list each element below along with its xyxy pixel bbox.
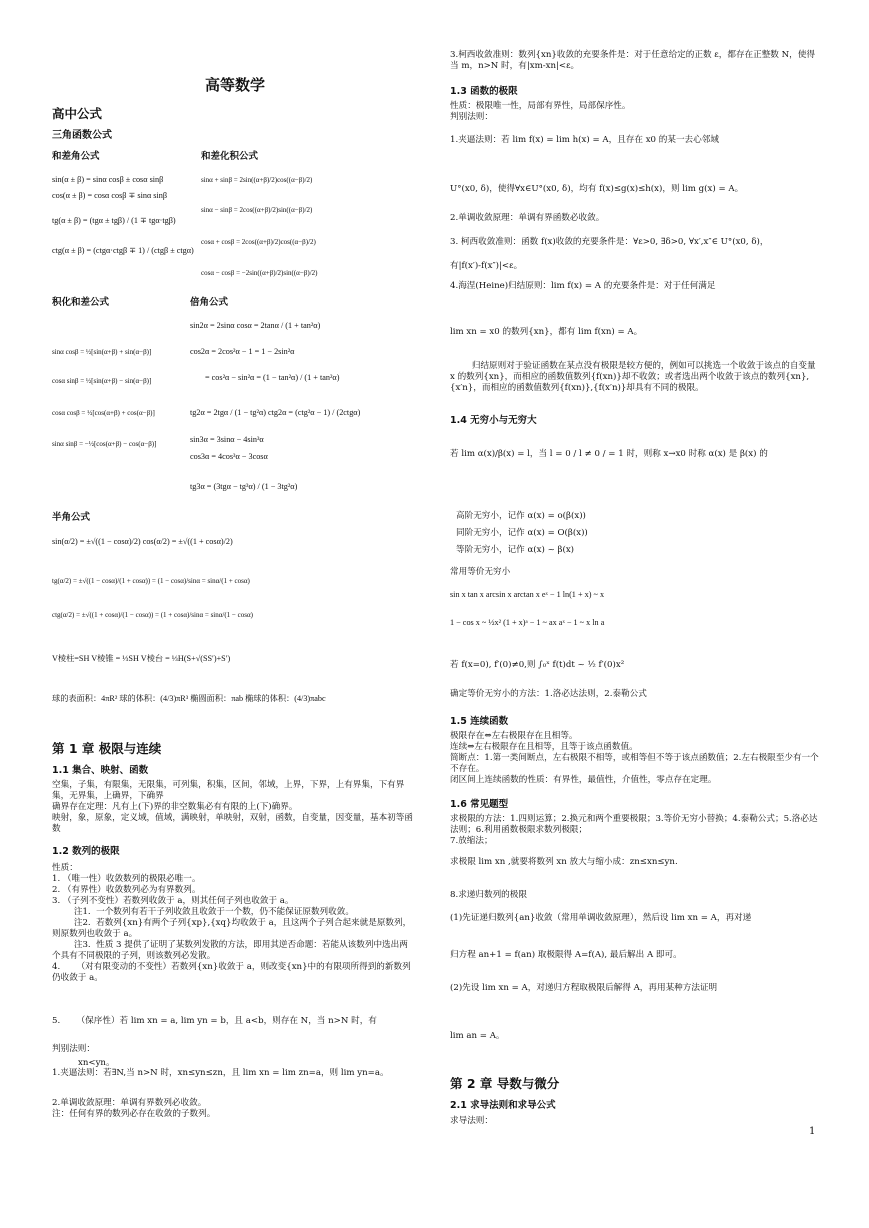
paragraph: 归结原则对于验证函数在某点没有极限是较方便的，例如可以挑选一个收敛于该点的自变量 x 的数列{xn}，而相应的函数值数列{f(xn)}却不收敛；或者选出两个收敛于该点的数列{xn},{x′n}，而相应的函数值数列{f(xn)},{f(x′n)}却具有不同的极限。 [450, 361, 819, 393]
chapter-heading: 第 2 章 导数与微分 [450, 1076, 560, 1091]
formula: cos3α = 4cos³α − 3cosα [190, 452, 268, 461]
paragraph: 1.夹逼法则：若∃N,当 n>N 时，xn≤yn≤zn，且 lim xn = lim zn=a，则 lim yn=a。 [52, 1068, 389, 1078]
formula: sinα sinβ = −½[cos(α+β) − cos(α−β)] [52, 440, 157, 448]
paragraph: (2)先设 lim xn = A，对递归方程取极限后解得 A，再用某种方法证明 [450, 983, 718, 993]
list-item: 3. （子列不变性）若数列收敛于 a，则其任何子列也收敛于 a。 [52, 896, 294, 906]
subsection-heading: 倍角公式 [190, 297, 229, 308]
section-heading: 1.3 函数的极限 [450, 86, 518, 97]
section-heading: 高中公式 [52, 106, 103, 121]
list-item: 2. （有界性）收敛数列必为有界数列。 [52, 885, 201, 895]
subsection-heading: 和差角公式 [52, 151, 100, 162]
formula: cosα − cosβ = −2sin((α+β)/2)sin((α−β)/2) [201, 269, 318, 277]
formula: = cos²α − sin²α = (1 − tan²α) / (1 + tan²α) [205, 373, 340, 382]
paragraph: 1.夹逼法则：若 lim f(x) = lim h(x) = A，且存在 x0 的某一去心邻域 [450, 135, 719, 145]
formula: ctg(α ± β) = (ctgα·ctgβ ∓ 1) / (ctgβ ± ctgα) [52, 246, 194, 255]
formula: sin(α ± β) = sinα cosβ ± cosα sinβ [52, 175, 164, 184]
formula: 若 f(x=0), f′(0)≠0,则 ∫₀ˣ f(t)dt ~ ½ f′(0)x² [450, 660, 625, 670]
paragraph: 2.单调收敛原理：单调有界数列必收敛。 注：任何有界的数列必存在收敛的子数列。 [52, 1098, 216, 1119]
subsection-heading: 和差化积公式 [201, 151, 259, 162]
formula: sin x tan x arcsin x arctan x eˣ − 1 ln(1 + x) ~ x [450, 590, 605, 599]
list-item: 1. （唯一性）收敛数列的极限必唯一。 [52, 874, 201, 884]
formula: cos2α = 2cos²α − 1 = 1 − 2sin²α [190, 347, 295, 356]
paragraph: 若 lim α(x)/β(x) = l，当 l = 0 / l ≠ 0 / = 1 时，则称 x→x0 时称 α(x) 是 β(x) 的 [450, 449, 768, 459]
formula: sin3α = 3sinα − 4sin³α [190, 435, 264, 444]
section-heading: 1.6 常见题型 [450, 799, 509, 810]
formula: tg3α = (3tgα − tg³α) / (1 − 3tg²α) [190, 482, 298, 491]
list-item: 注1. 一个数列有若干子列收敛且收敛于一个数，仍不能保证原数列收敛。 [52, 907, 354, 917]
formula: cosα + cosβ = 2cos((α+β)/2)cos((α−β)/2) [201, 238, 316, 246]
chapter-heading: 第 1 章 极限与连续 [52, 741, 162, 756]
formula: 1 − cos x ~ ½x² (1 + x)ᵃ − 1 ~ ax aˣ − 1 ~ x ln a [450, 618, 605, 627]
paragraph: (1)先证递归数列{an}收敛（常用单调收敛原理），然后设 lim xn = A，再对递 [450, 913, 752, 923]
paragraph: 归方程 an+1 = f(an) 取极限得 A=f(A), 最后解出 A 即可。 [450, 950, 682, 960]
formula: cosα cosβ = ½[cos(α+β) + cos(α−β)] [52, 409, 155, 417]
list-item: 注3. 性质 3 提供了证明了某数列发散的方法，即用其逆否命题：若能从该数列中选出两个具有不同极限的子列，则该数列必发散。 [52, 940, 408, 961]
formula: cos(α ± β) = cosα cosβ ∓ sinα sinβ [52, 191, 168, 200]
formula: cosα sinβ = ½[sin(α+β) − sin(α−β)] [52, 377, 152, 385]
formula: ctg(α/2) = ±√((1 + cosα)/(1 − cosα)) = (1 + cosα)/sinα = sinα/(1 − cosα) [52, 611, 253, 619]
section-heading: 2.1 求导法则和求导公式 [450, 1100, 556, 1111]
formula: sinα cosβ = ½[sin(α+β) + sin(α−β)] [52, 348, 152, 356]
formula: sin2α = 2sinα cosα = 2tanα / (1 + tan²α) [190, 321, 321, 330]
list-item: 注2. 若数列{xn}有两个子列{xp},{xq}均收敛于 a，且这两个子列合起来就是原数列，则原数列也收敛于 a。 [52, 918, 412, 939]
page-title: 高等数学 [205, 76, 266, 94]
paragraph: 性质：极限唯一性，局部有界性，局部保序性。 判别法则： [450, 101, 631, 122]
formula: tg(α ± β) = (tgα ± tgβ) / (1 ∓ tgα·tgβ) [52, 216, 176, 225]
list-item: 高阶无穷小，记作 α(x) = o(β(x)) [456, 511, 586, 521]
paragraph: 确定等价无穷小的方法：1.洛必达法则，2.泰勒公式 [450, 689, 647, 699]
page-number: 1 [809, 1126, 816, 1137]
list-item: 5. （保序性）若 lim xn = a, lim yn = b，且 a<b，则存在 N，当 n>N 时，有 [52, 1016, 377, 1026]
section-heading: 1.1 集合、映射、函数 [52, 765, 149, 776]
formula: tg(α/2) = ±√((1 − cosα)/(1 + cosα)) = (1 − cosα)/sinα = sinα/(1 + cosα) [52, 577, 250, 585]
section-heading: 1.5 连续函数 [450, 716, 509, 727]
formula: 球的表面积：4πR² 球的体积：(4/3)πR³ 椭圆面积：πab 椭球的体积：(4/3)πabc [52, 694, 326, 703]
paragraph: 2.单调收敛原理：单调有界函数必收敛。 [450, 213, 605, 223]
paragraph: 极限存在⇔左右极限存在且相等。 连续⇔左右极限存在且相等，且等于该点函数值。 简断点：1.第一类间断点，左右极限不相等，或相等但不等于该点函数值；2.左右极限至少有一个不存在。 闭区间上连续函数的性质：有界性，最值性，介值性，零点存在定理。 [450, 731, 819, 785]
paragraph: 3.柯西收敛准则：数列{xn}收敛的充要条件是：对于任意给定的正数 ε，都存在正整数 N，使得当 m，n>N 时，有|xm-xn|<ε。 [450, 50, 815, 71]
section-heading: 1.2 数列的极限 [52, 846, 120, 857]
formula: sinα + sinβ = 2sin((α+β)/2)cos((α−β)/2) [201, 176, 313, 184]
formula: V棱柱=SH V棱锥 = ⅓SH V棱台 = ⅓H(S+√(SS′)+S′) [52, 654, 231, 663]
paragraph: 空集，子集，有限集，无限集，可列集，积集，区间，邻域，上界，下界，上有界集，下有界集，无界集，上确界，下确界 确界存在定理：凡有上(下)界的非空数集必有有限的上(下)确界。 映射，象，原象，定义域，值域，满映射，单映射，双射，函数，自变量，因变量，基本初等函数 [52, 780, 413, 834]
paragraph: 求极限的方法：1.四则运算；2.换元和两个重要极限；3.等价无穷小替换；4.泰勒公式；5.洛必达法则；6.利用函数极限求数列极限； 7.放缩法； [450, 814, 818, 846]
paragraph: 8.求递归数列的极限 [450, 890, 527, 900]
list-item: 同阶无穷小，记作 α(x) = O(β(x)) [456, 528, 588, 538]
section-heading: 1.4 无穷小与无穷大 [450, 415, 537, 426]
subsection-heading: 积化和差公式 [52, 297, 110, 308]
paragraph: 求导法则： [450, 1116, 493, 1126]
formula: sinα − sinβ = 2cos((α+β)/2)sin((α−β)/2) [201, 206, 313, 214]
paragraph: 4.海涅(Heine)归结原则：lim f(x) = A 的充要条件是：对于任何满足 [450, 281, 716, 291]
list-item: 4. （对有限变动的不变性）若数列{xn}收敛于 a，则改变{xn}中的有限项所得到的新数列仍收敛于 a。 [52, 962, 411, 983]
paragraph: 判别法则： [52, 1044, 95, 1054]
paragraph: 求极限 lim xn ,就要将数列 xn 放大与缩小成：zn≤xn≤yn. [450, 857, 678, 867]
list-item: 等阶无穷小，记作 α(x) ~ β(x) [456, 545, 575, 555]
list-item: xn<yn。 [78, 1058, 115, 1068]
subsection-heading: 半角公式 [52, 512, 91, 523]
paragraph: 3. 柯西收敛准则：函数 f(x)收敛的充要条件是：∀ε>0, ∃δ>0, ∀x′,x″∈ U°(x0, δ)， 有|f(x′)-f(x″)|<ε。 [450, 237, 769, 271]
paragraph: lim an = A。 [450, 1031, 505, 1041]
formula: tg2α = 2tgα / (1 − tg²α) ctg2α = (ctg²α − 1) / (2ctgα) [190, 408, 361, 417]
paragraph: U°(x0, δ)，使得∀x∈U°(x0, δ)，均有 f(x)≤g(x)≤h(x)，则 lim g(x) = A。 [450, 184, 744, 194]
subsection-heading: 三角函数公式 [52, 130, 112, 141]
formula: sin(α/2) = ±√((1 − cosα)/2) cos(α/2) = ±√((1 + cosα)/2) [52, 537, 233, 546]
paragraph: 常用等价无穷小 [450, 567, 511, 577]
paragraph: lim xn = x0 的数列{xn}，都有 lim f(xn) = A。 [450, 327, 643, 337]
paragraph: 性质： [52, 863, 78, 873]
